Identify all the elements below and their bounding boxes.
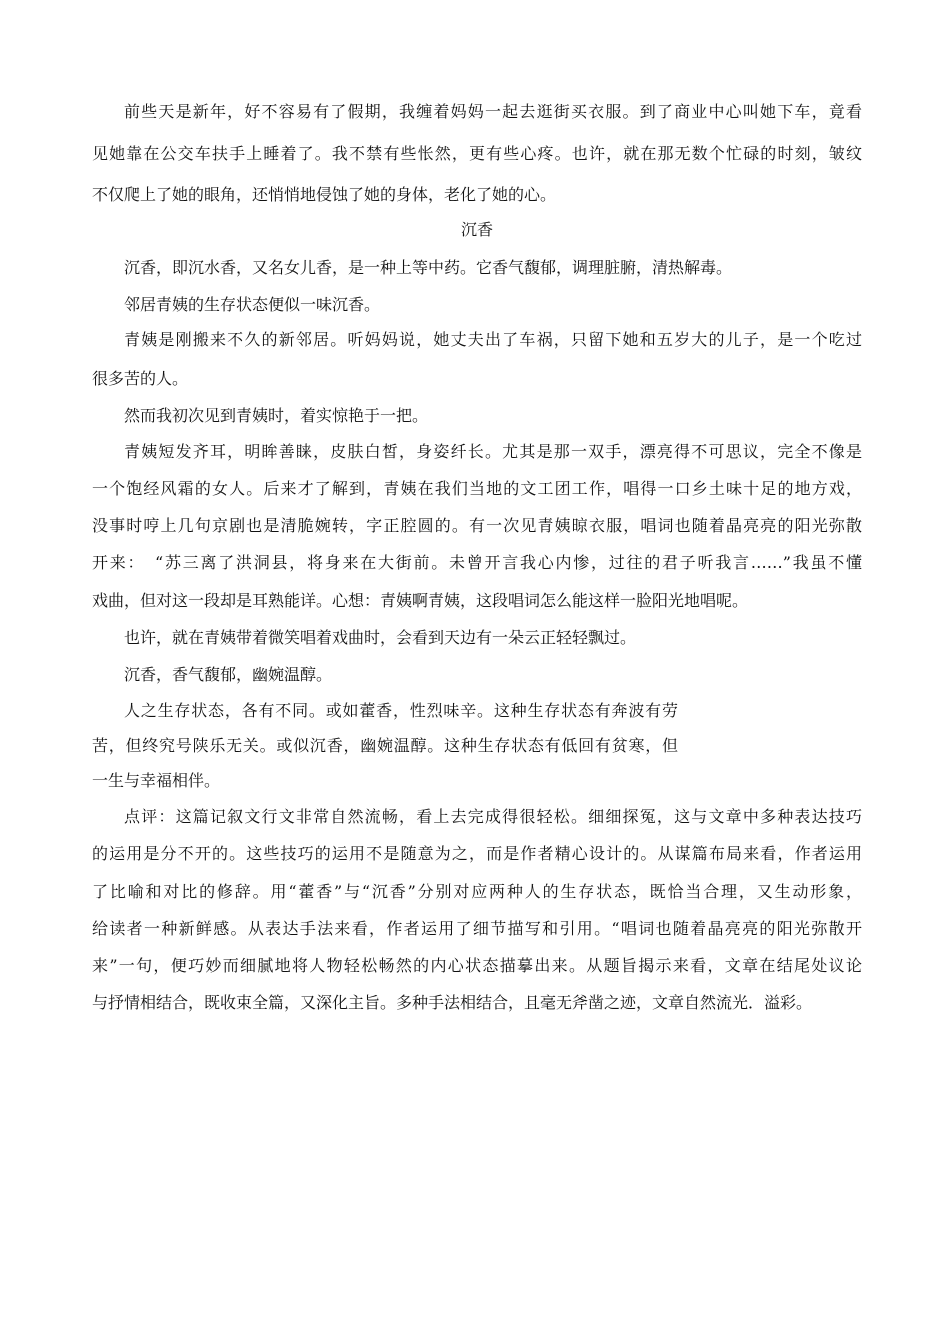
paragraph-line: 沉香，即沉水香，又名女儿香，是一种上等中药。它香气馥郁，调理脏腑，清热解毒。 <box>124 258 733 277</box>
paragraph-line: 一个饱经风霜的女人。后来才了解到，青姨在我们当地的文工团工作，唱得一口乡土味十足的地方戏， <box>92 479 862 498</box>
paragraph-line: 开来： “苏三离了洪洞县，将身来在大街前。未曾开言我心内惨，过往的君子听我言……”我虽不懂 <box>92 553 862 572</box>
commentary-line: 的运用是分不开的。这些技巧的运用不是随意为之，而是作者精心设计的。从谋篇布局来看，作者运用 <box>92 844 862 863</box>
commentary-line: 点评：这篇记叙文行文非常自然流畅，看上去完成得很轻松。细细探冤，这与文章中多种表达技巧 <box>124 807 862 826</box>
commentary-line: 了比喻和对比的修辞。用“藿香”与“沉香”分别对应两种人的生存状态，既恰当合理，又生动形象， <box>92 882 862 901</box>
paragraph-line: 青姨是刚搬来不久的新邻居。听妈妈说，她丈夫出了车祸，只留下她和五岁大的儿子，是一个吃过 <box>124 330 862 349</box>
paragraph-line: 很多苦的人。 <box>92 369 189 388</box>
paragraph-line: 不仅爬上了她的眼角，还悄悄地侵蚀了她的身体，老化了她的心。 <box>92 185 557 204</box>
paragraph-line: 邻居青姨的生存状态便似一味沉香。 <box>124 295 381 314</box>
paragraph-line: 苦，但终究号陕乐无关。或似沉香，幽婉温醇。这种生存状态有低回有贫寒，但 <box>92 736 678 755</box>
paragraph-line: 一生与幸福相伴。 <box>92 771 221 790</box>
commentary-line: 给读者一种新鲜感。从表达手法来看，作者运用了细节描写和引用。“唱词也随着晶亮亮的阳光弥散开 <box>92 919 862 938</box>
paragraph-line: 人之生存状态，各有不同。或如藿香，性烈味辛。这种生存状态有奔波有劳 <box>124 701 678 720</box>
paragraph-line: 然而我初次见到青姨时，着实惊艳于一把。 <box>124 406 429 425</box>
paragraph-line: 青姨短发齐耳，明眸善睐，皮肤白皙，身姿纤长。尤其是那一双手，漂亮得不可思议，完全不像是 <box>124 442 862 461</box>
paragraph-line: 沉香，香气馥郁，幽婉温醇。 <box>124 665 333 684</box>
paragraph-line: 也许，就在青姨带着微笑唱着戏曲时，会看到天边有一朵云正轻轻飘过。 <box>124 628 637 647</box>
paragraph-line: 戏曲，但对这一段却是耳熟能详。心想：青姨啊青姨，这段唱词怎么能这样一脸阳光地唱呢。 <box>92 591 749 610</box>
commentary-line: 与抒情相结合，既收束全篇，又深化主旨。多种手法相结合，且毫无斧凿之迹，文章自然流光．溢彩。 <box>92 993 813 1012</box>
paragraph-line: 见她靠在公交车扶手上睡着了。我不禁有些怅然，更有些心疼。也许，就在那无数个忙碌的时刻，皱纹 <box>92 144 862 163</box>
paragraph-line: 前些天是新年，好不容易有了假期，我缠着妈妈一起去逛街买衣服。到了商业中心叫她下车，竟看 <box>124 102 862 121</box>
paragraph-line: 没事时哼上几句京剧也是清脆婉转，字正腔圆的。有一次见青姨晾衣服，唱词也随着晶亮亮的阳光弥散 <box>92 516 862 535</box>
commentary-line: 来”一句，便巧妙而细腻地将人物轻松畅然的内心状态描摹出来。从题旨揭示来看，文章在结尾处议论 <box>92 956 862 975</box>
section-title: 沉香 <box>460 220 493 239</box>
